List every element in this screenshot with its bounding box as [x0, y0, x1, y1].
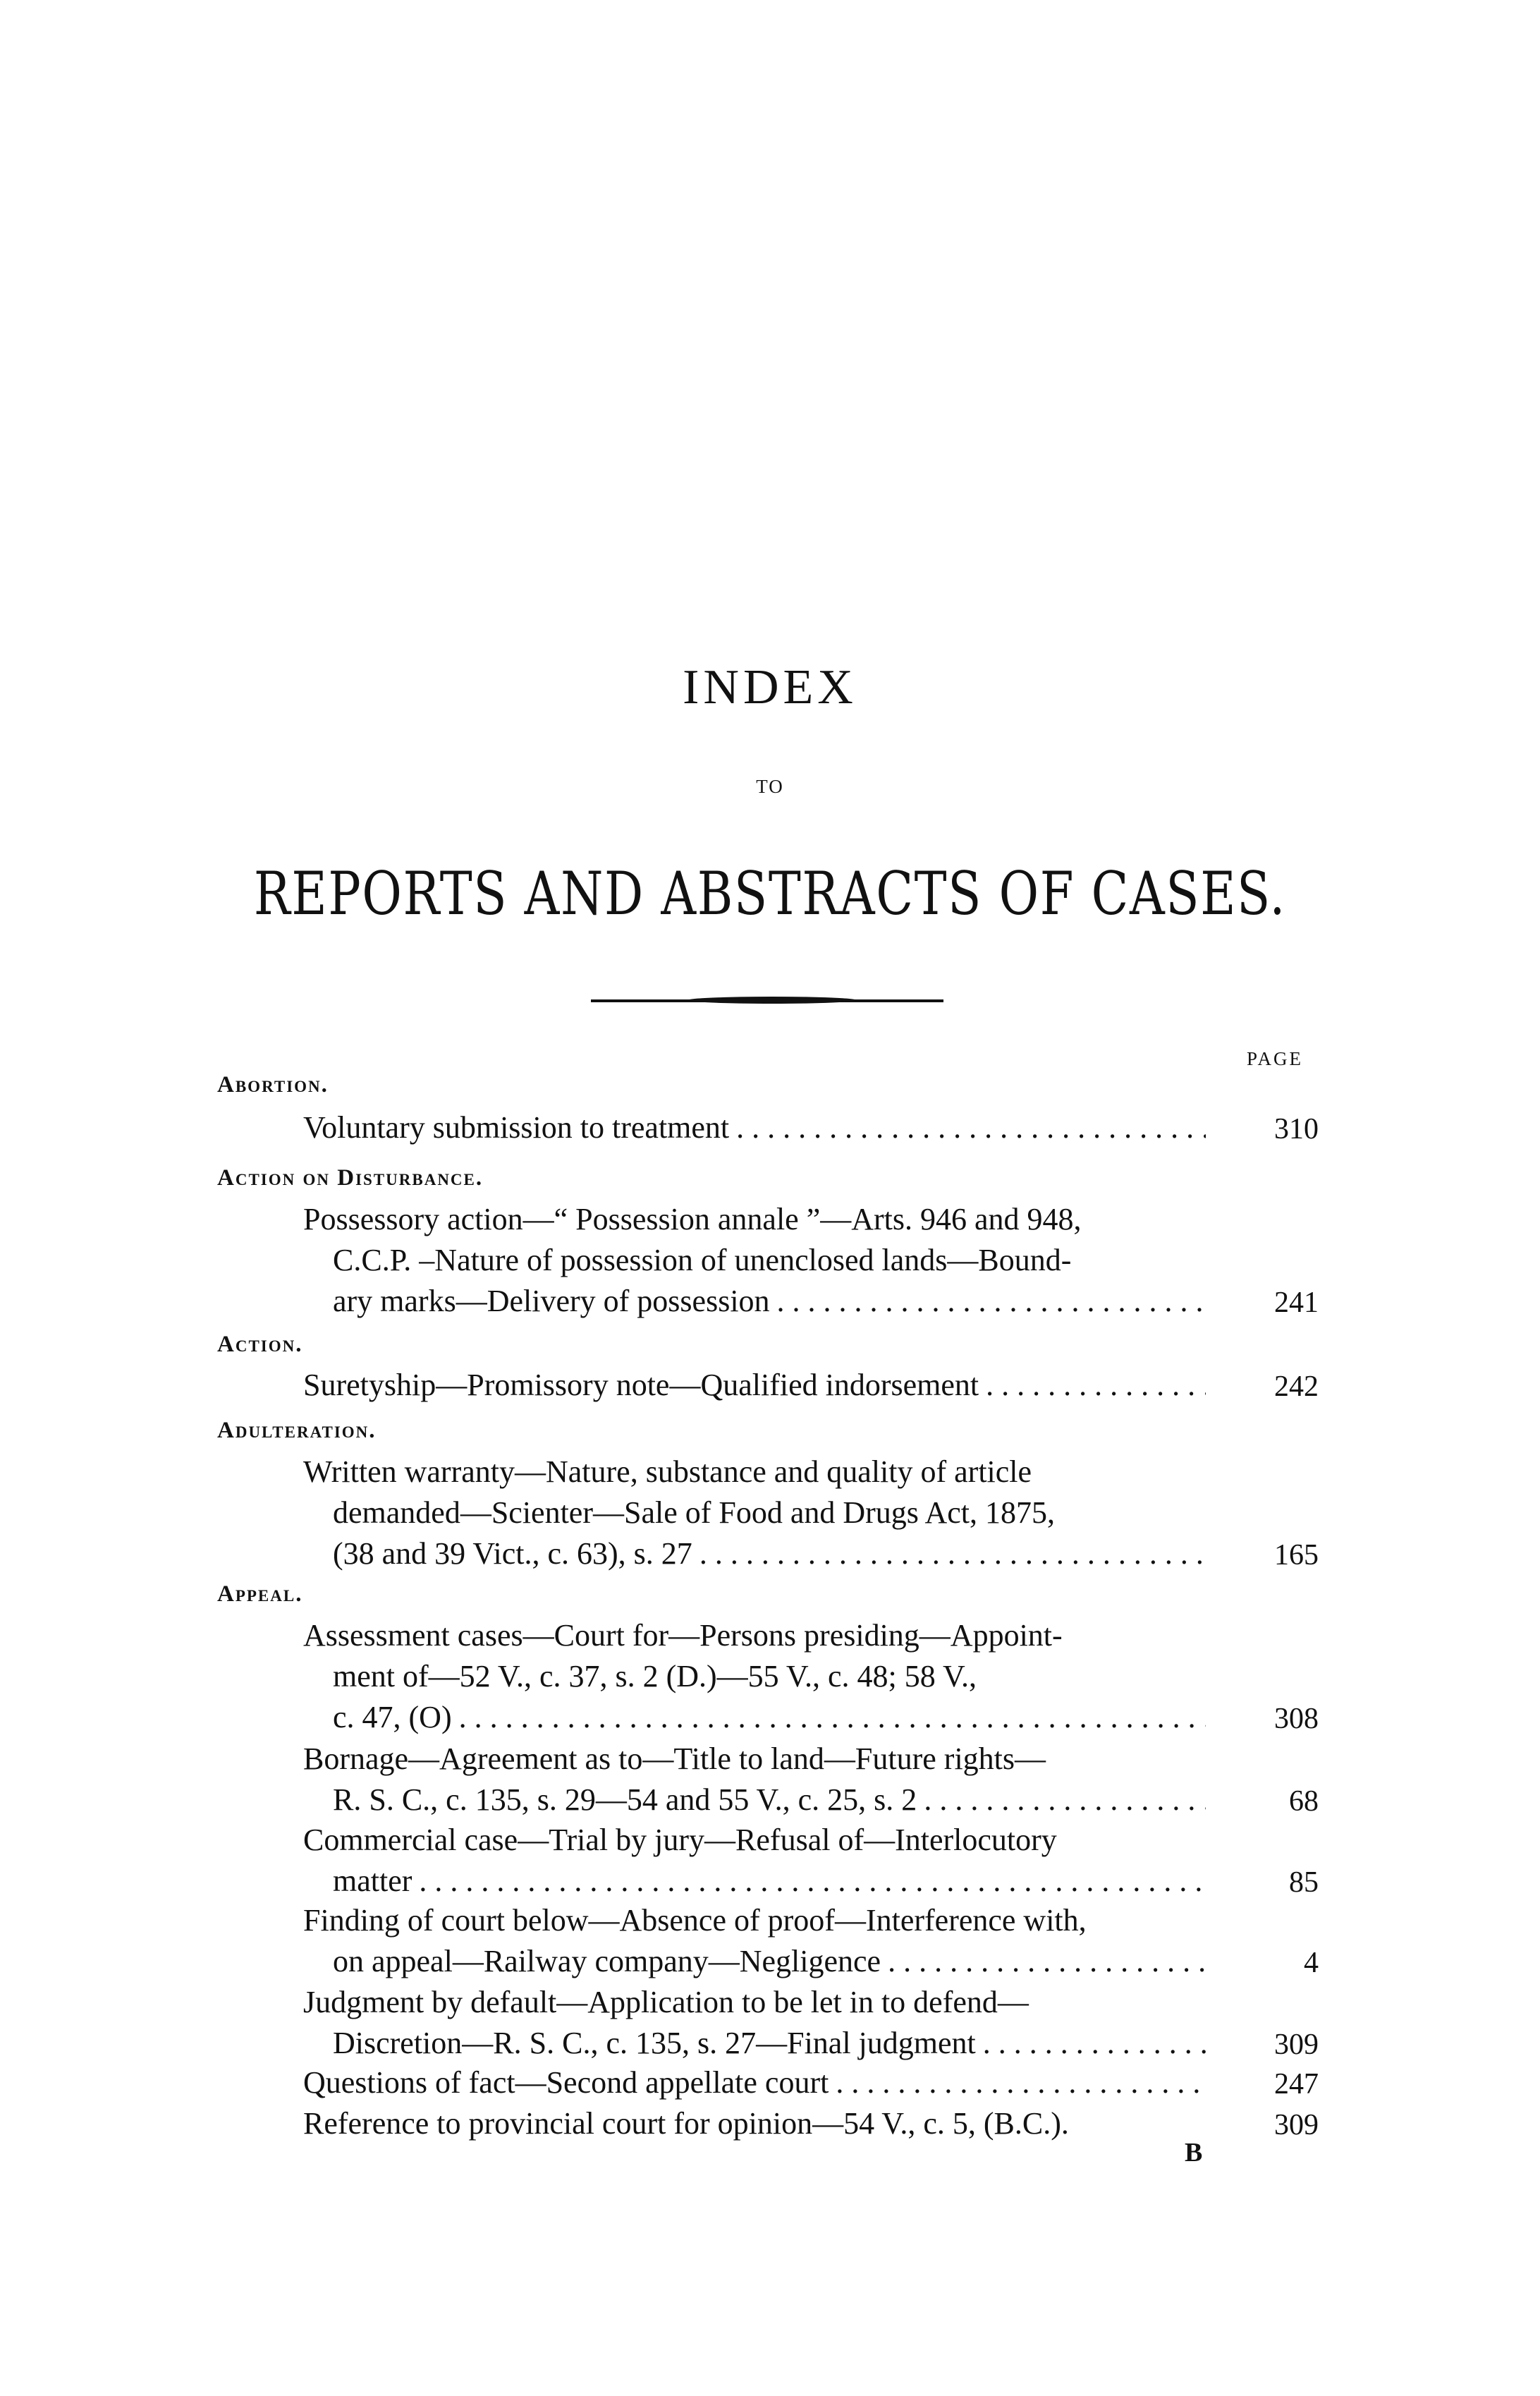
entry-line [303, 1452, 1213, 1492]
entry-text: demanded—Scienter—Sale of Food and Drugs Act, 1875, [333, 1495, 1056, 1530]
entry-line [303, 1820, 1213, 1861]
index-entry [303, 2062, 1319, 2103]
entry-line [303, 1199, 1213, 1240]
entry-text: Suretyship—Promissory note—Qualified indorsement [303, 1368, 979, 1402]
dot-leader [888, 1941, 1206, 1982]
entry-text: Finding of court below—Absence of proof—Interference with, [303, 1903, 1087, 1938]
dot-leader [419, 1861, 1206, 1902]
section-heading: Action. [217, 1332, 303, 1357]
entry-text: C.C.P. –Nature of possession of unenclosed lands—Bound- [333, 1243, 1072, 1277]
entry-line [303, 1281, 1213, 1322]
dot-leader [986, 1365, 1206, 1406]
dot-leader [736, 1107, 1206, 1148]
index-entry [303, 1452, 1319, 1574]
section-heading: Action on Disturbance. [217, 1165, 484, 1191]
entry-text: c. 47, (O) [333, 1700, 452, 1734]
entry-line [303, 1107, 1213, 1148]
index-entry [303, 1739, 1319, 1820]
entry-text: Judgment by default—Application to be let in to defend— [303, 1985, 1029, 2019]
main-title: REPORTS AND ABSTRACTS OF CASES. [253, 859, 1287, 928]
entry-line [303, 1900, 1213, 1941]
section-heading: Adulteration. [217, 1418, 377, 1443]
section-heading: Abortion. [217, 1072, 329, 1097]
page-number: 309 [1274, 2109, 1319, 2141]
index-entry [303, 1107, 1319, 1148]
entry-line [303, 1365, 1213, 1406]
entry-line [303, 1615, 1213, 1656]
dot-leader [924, 1780, 1206, 1820]
entry-line [303, 1780, 1213, 1820]
index-entry [303, 1820, 1319, 1902]
entry-line [303, 1533, 1213, 1574]
page-number: 242 [1274, 1370, 1319, 1403]
page-number: 241 [1274, 1287, 1319, 1319]
page-column-label: PAGE [1246, 1048, 1303, 1069]
entry-line [303, 1982, 1213, 2023]
entry-text: on appeal—Railway company—Negligence [333, 1944, 881, 1978]
dot-leader [777, 1281, 1206, 1322]
dot-leader [836, 2062, 1206, 2103]
page-number: 4 [1304, 1947, 1319, 1979]
entry-text: Reference to provincial court for opinion—54 V., c. 5, (B.C.). [303, 2106, 1069, 2141]
page-number: 165 [1274, 1539, 1319, 1571]
entry-line [303, 1697, 1213, 1738]
entry-text: Possessory action—“ Possession annale ”—Arts. 946 and 948, [303, 1202, 1082, 1236]
entry-text: Written warranty—Nature, substance and quality of article [303, 1454, 1032, 1489]
dot-leader [983, 2023, 1206, 2064]
index-entry [303, 1199, 1319, 1322]
signature-mark: B [1185, 2138, 1203, 2167]
index-entry [303, 1900, 1319, 1982]
entry-text: (38 and 39 Vict., c. 63), s. 27 [333, 1536, 692, 1571]
entry-line [303, 1656, 1213, 1697]
index-entry [303, 1615, 1319, 1738]
entry-line [303, 2062, 1213, 2103]
section-heading: Appeal. [217, 1581, 303, 1607]
dot-leader [459, 1697, 1206, 1738]
entry-text: Discretion—R. S. C., c. 135, s. 27—Final judgment [333, 2026, 976, 2060]
page-number: 308 [1274, 1703, 1319, 1735]
entry-text: Voluntary submission to treatment [303, 1110, 730, 1145]
entry-text: Assessment cases—Court for—Persons presiding—Appoint- [303, 1618, 1063, 1653]
page-number: 309 [1274, 2029, 1319, 2061]
entry-line [303, 1240, 1213, 1281]
page-number: 85 [1289, 1866, 1319, 1899]
entry-line [303, 1492, 1213, 1533]
entry-line [303, 1861, 1213, 1902]
dot-leader [699, 1533, 1206, 1574]
index-entry [303, 1982, 1319, 2064]
entry-line [303, 2023, 1213, 2064]
entry-text: ment of—52 V., c. 37, s. 2 (D.)—55 V., c. 48; 58 V., [333, 1659, 977, 1693]
entry-text: R. S. C., c. 135, s. 29—54 and 55 V., c. 25, s. 2 [333, 1782, 917, 1817]
entry-text: Commercial case—Trial by jury—Refusal of—Interlocutory [303, 1823, 1057, 1857]
entry-line [303, 1941, 1213, 1982]
index-entry [303, 1365, 1319, 1406]
entry-line [303, 2103, 1213, 2144]
index-entry [303, 2103, 1319, 2144]
entry-text: ary marks—Delivery of possession [333, 1284, 770, 1318]
entry-text: Questions of fact—Second appellate court [303, 2065, 829, 2100]
index-to: TO [756, 776, 784, 797]
entry-text: Bornage—Agreement as to—Title to land—Future rights— [303, 1741, 1046, 1776]
page-number: 247 [1274, 2068, 1319, 2100]
index-title: INDEX [683, 660, 857, 714]
entry-text: matter [333, 1863, 412, 1898]
page-number: 68 [1289, 1785, 1319, 1818]
page-number: 310 [1274, 1113, 1319, 1145]
entry-line [303, 1739, 1213, 1780]
